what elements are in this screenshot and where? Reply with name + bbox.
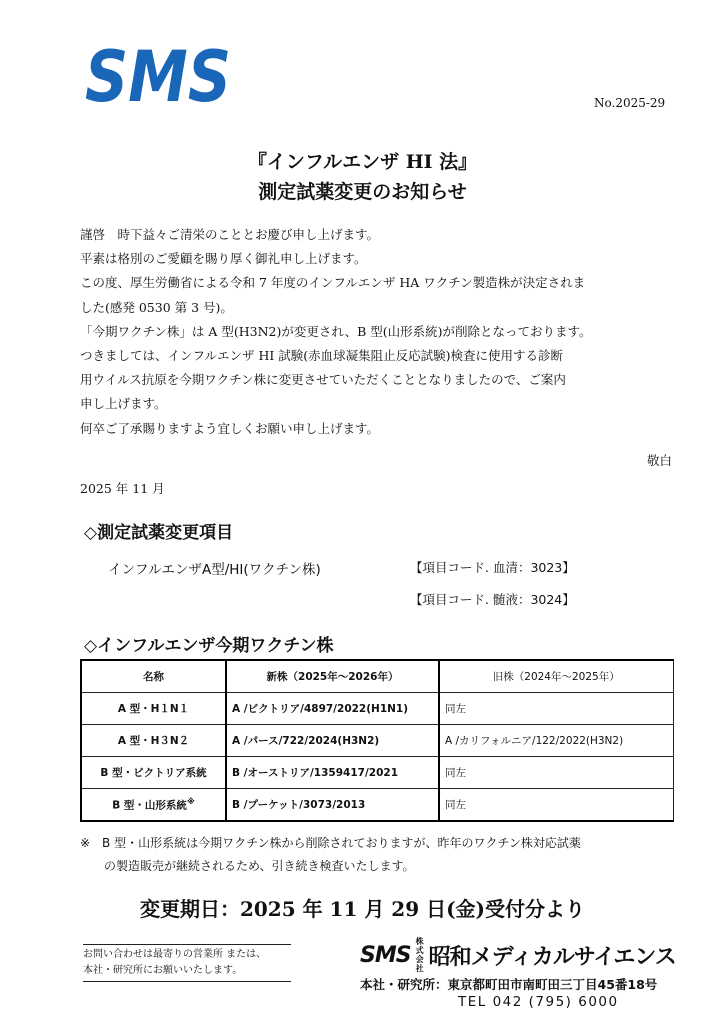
table-row (81, 725, 673, 757)
table-footnote (80, 832, 680, 878)
company-address: 本社・研究所：東京都町田市南町田三丁目45番18号 (360, 977, 658, 992)
company-kind-bottom: 会社 (415, 955, 424, 973)
company-block (360, 937, 676, 1010)
contact-line-1: お問い合わせは最寄りの営業所 または、 (83, 949, 267, 960)
company-kind (415, 937, 425, 973)
old-strain: 同左 (439, 757, 673, 789)
body-line: 謹啓 時下益々ご清栄のこととお慶び申し上げます。 (80, 227, 380, 242)
table-header-row (81, 660, 673, 693)
body-line: 用ウイルス抗原を今期ワクチン株に変更させていただくこととなりましたので、ご案内 (80, 372, 566, 388)
document-number: No.2025-29 (594, 96, 666, 110)
old-strain: A /カリフォルニア/122/2022(H3N2) (439, 725, 673, 757)
body-line: この度、厚生労働省による令和 7 年度のインフルエンザ HA ワクチン製造株が決定されま (80, 275, 586, 291)
body-line: した(感発 0530 第 3 号)。 (80, 299, 233, 315)
sms-logo-text: SMS (85, 36, 231, 118)
strain-name: B 型・山形系統 (112, 799, 187, 812)
item-code-csf: 【項目コード. 髄液：3024】 (410, 592, 575, 607)
company-kind-top: 株式 (415, 937, 424, 955)
test-item-name: インフルエンザA型/HI(ワクチン株) (108, 562, 321, 578)
contact-line-2: 本社・研究所にお願いいたします。 (83, 965, 243, 976)
new-strain: B /プーケット/3073/2013 (226, 789, 439, 822)
body-line: 何卒ご了承賜りますよう宜しくお願い申し上げます。 (80, 420, 380, 436)
old-strain: 同左 (439, 789, 673, 822)
footnote-mark: ※ (186, 796, 195, 806)
section-heading-reagent: ◇測定試薬変更項目 (84, 523, 234, 543)
new-strain: A /ビクトリア/4897/2022(H1N1) (226, 693, 439, 725)
old-strain: 同左 (439, 693, 673, 725)
footnote-line-1: ※ B 型・山形系統は今期ワクチン株から削除されておりますが、昨年のワクチン株対応試薬 (80, 836, 581, 850)
company-name: 昭和メディカルサイエンス (428, 944, 676, 970)
body-line: 申し上げます。 (80, 396, 167, 412)
contact-note (83, 944, 291, 982)
strain-name: B 型・ビクトリア系統 (81, 757, 226, 789)
body-line: つきましては、インフルエンザ HI 試験(赤血球凝集阻止反応試験)検査に使用する診断 (80, 348, 564, 364)
change-effective-date: 変更期日：2025 年 11 月 29 日(金)受付分より (139, 897, 586, 921)
vaccine-strain-table (80, 659, 674, 822)
strain-name: A 型・H３N２ (81, 725, 226, 757)
document-title (0, 147, 725, 207)
strain-name: A 型・H１N１ (81, 693, 226, 725)
header-new-strain: 新株（2025年～2026年） (226, 660, 439, 693)
footnote-line-2: の製造販売が継続されるため、引き続き検査いたします。 (104, 859, 415, 873)
letter-body (80, 223, 676, 441)
header-name: 名称 (81, 660, 226, 693)
closing-word: 敬白 (646, 453, 672, 468)
body-line: 平素は格別のご愛顧を賜り厚く御礼申し上げます。 (80, 251, 367, 267)
new-strain: A /パース/722/2024(H3N2) (226, 725, 439, 757)
table-row (81, 757, 673, 789)
title-line-2: 測定試薬変更のお知らせ (258, 181, 467, 203)
sms-logo (83, 36, 233, 118)
table-row (81, 789, 673, 822)
company-name-row (360, 937, 676, 973)
section-heading-vaccine: ◇インフルエンザ今期ワクチン株 (84, 636, 334, 656)
item-code-serum: 【項目コード. 血清：3023】 (410, 560, 575, 575)
letter-date: 2025 年 11 月 (80, 481, 165, 496)
table-row (81, 693, 673, 725)
new-strain: B /オーストリア/1359417/2021 (226, 757, 439, 789)
strain-name-cell (81, 789, 226, 822)
header-old-strain: 旧株（2024年～2025年） (439, 660, 673, 693)
company-phone: TEL 042 (795) 6000 (458, 994, 619, 1010)
company-logo: SMS (360, 942, 411, 968)
title-line-1: 『インフルエンザ HI 法』 (247, 151, 478, 173)
body-line: 「今期ワクチン株」は A 型(H3N2)が変更され、B 型(山形系統)が削除となっております。 (80, 323, 592, 339)
